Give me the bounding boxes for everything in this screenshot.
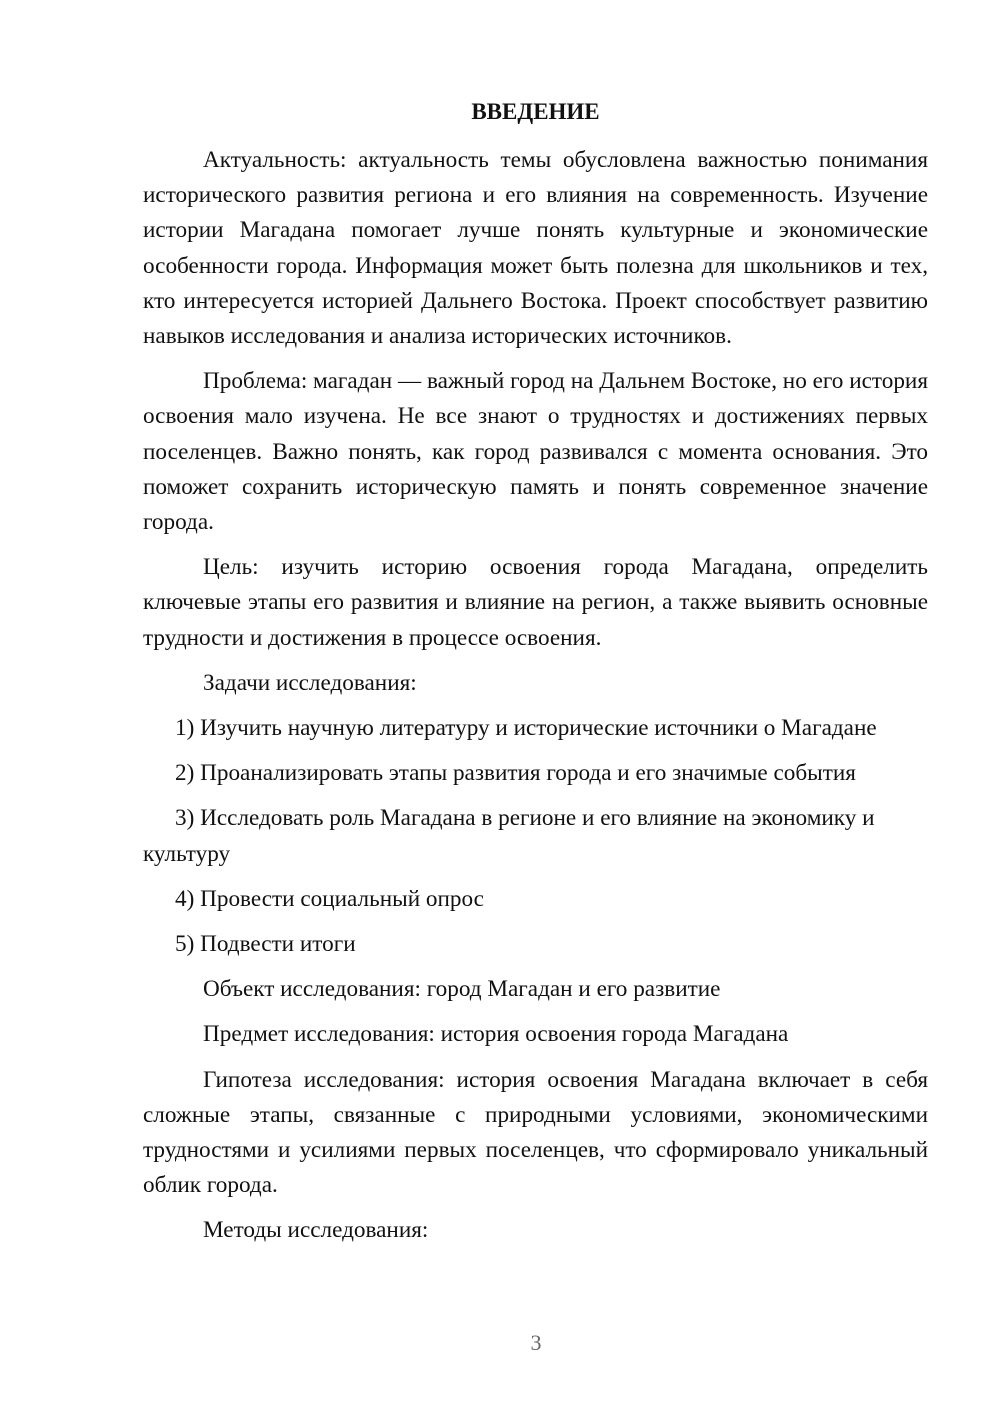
task-item: 3) Исследовать роль Магадана в регионе и его влияние на экономику и культуру: [143, 805, 875, 867]
subject-paragraph: Предмет исследования: история освоения города Магадана: [203, 1021, 789, 1048]
task-item: 1) Изучить научную литературу и исторические источники о Магадане: [175, 715, 877, 742]
task-item: 5) Подвести итоги: [175, 931, 356, 958]
hypothesis-paragraph: Гипотеза исследования: история освоения Магадана включает в себя сложные этапы, связанные с природными условиями, экономическими трудностями и усилиями первых поселенцев, что сформировало уникальный облик города.: [143, 1066, 928, 1199]
problem-paragraph: Проблема: магадан — важный город на Дальнем Востоке, но его история освоения мало изучена. Не все знают о трудностях и достижениях первых поселенцев. Важно понять, как город развивался с момента основания. Это поможет сохранить историческую память и понять современное значение города.: [143, 368, 928, 536]
object-paragraph: Объект исследования: город Магадан и его развитие: [203, 976, 721, 1003]
document-page: [143, 95, 928, 1259]
goal-paragraph: Цель: изучить историю освоения города Магадана, определить ключевые этапы его развития и влияние на регион, а также выявить основные трудности и достижения в процессе освоения.: [143, 554, 928, 651]
section-heading: ВВЕДЕНИЕ: [471, 99, 600, 124]
task-item: 4) Провести социальный опрос: [175, 885, 484, 912]
methods-heading: Методы исследования:: [203, 1217, 429, 1244]
page-number: 3: [530, 1330, 542, 1355]
task-item: 2) Проанализировать этапы развития города и его значимые события: [175, 760, 856, 787]
relevance-paragraph: Актуальность: актуальность темы обусловлена важностью понимания исторического развития региона и его влияния на современность. Изучение истории Магадана помогает лучше понять культурные и экономические особенности города. Информация может быть полезна для школьников и тех, кто интересуется историей Дальнего Востока. Проект способствует развитию навыков исследования и анализа исторических источников.: [143, 147, 928, 350]
tasks-heading: Задачи исследования:: [203, 669, 417, 696]
